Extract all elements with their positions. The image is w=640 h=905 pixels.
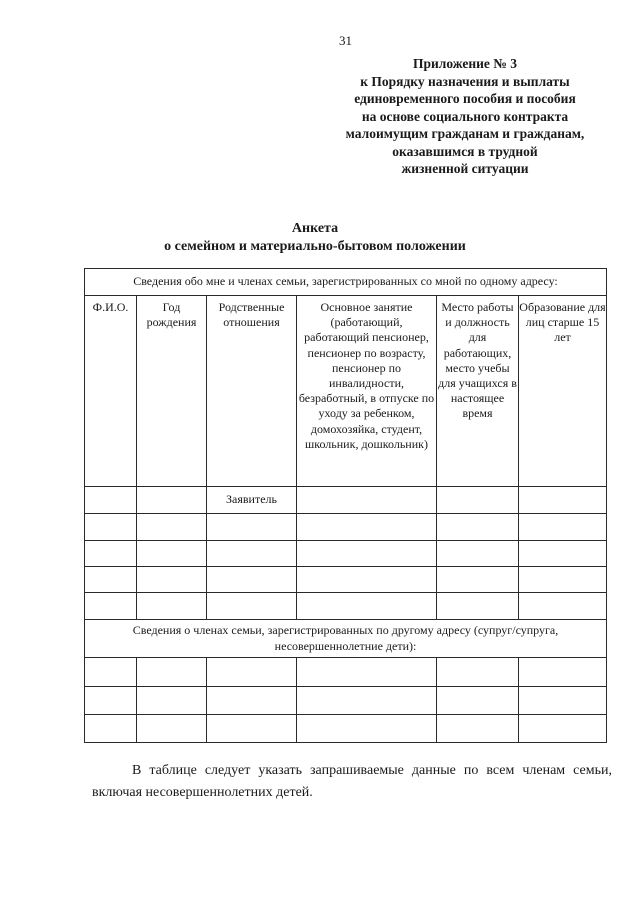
table-cell[interactable] — [137, 514, 207, 541]
table-cell[interactable] — [297, 593, 437, 620]
table-cell[interactable] — [85, 658, 137, 687]
table-cell[interactable] — [437, 541, 519, 567]
table-cell[interactable] — [297, 487, 437, 514]
table-cell[interactable] — [85, 541, 137, 567]
table-cell[interactable] — [519, 487, 607, 514]
section1-caption: Сведения обо мне и членах семьи, зарегистрированных со мной по одному адресу: — [85, 269, 607, 296]
table-cell[interactable] — [437, 658, 519, 687]
table-cell[interactable] — [137, 593, 207, 620]
form-title — [150, 220, 480, 256]
table-cell[interactable] — [437, 567, 519, 593]
table-cell[interactable] — [297, 567, 437, 593]
table-cell[interactable] — [297, 687, 437, 715]
table-cell[interactable] — [437, 715, 519, 743]
table-cell[interactable] — [297, 715, 437, 743]
table-cell[interactable] — [85, 487, 137, 514]
appendix-header — [320, 55, 610, 178]
appendix-line: оказавшимся в трудной — [392, 143, 538, 159]
table-cell[interactable] — [137, 715, 207, 743]
appendix-line: единовременного пособия и пособия — [354, 91, 576, 106]
column-header-name: Ф.И.О. — [85, 296, 137, 487]
family-info-table — [84, 268, 607, 743]
table-cell[interactable] — [519, 715, 607, 743]
instruction-text: В таблице следует указать запрашиваемые данные по всем членам семьи, включая несовершеннолетних детей. — [92, 763, 612, 800]
appendix-line: к Порядку назначения и выплаты — [360, 73, 570, 89]
table-cell[interactable] — [137, 658, 207, 687]
table-cell[interactable] — [85, 715, 137, 743]
form-title-line1: Анкета — [291, 221, 339, 236]
table-cell[interactable] — [437, 514, 519, 541]
table-cell[interactable] — [519, 541, 607, 567]
form-title-line2: о семейном и материально-бытовом положении — [164, 239, 466, 254]
table-cell[interactable] — [519, 658, 607, 687]
table-cell[interactable] — [207, 541, 297, 567]
table-cell[interactable] — [297, 541, 437, 567]
table-cell[interactable] — [137, 567, 207, 593]
table-cell[interactable] — [207, 514, 297, 541]
table-cell[interactable] — [437, 487, 519, 514]
appendix-line: малоимущим гражданам и гражданам, — [345, 126, 585, 141]
table-cell[interactable] — [207, 567, 297, 593]
table-cell[interactable] — [519, 567, 607, 593]
table-cell[interactable] — [519, 514, 607, 541]
table-cell[interactable] — [437, 593, 519, 620]
table-cell[interactable] — [137, 687, 207, 715]
table-cell[interactable] — [137, 541, 207, 567]
appendix-line: жизненной ситуации — [401, 161, 529, 176]
table-cell[interactable] — [437, 687, 519, 715]
column-header-workplace: Место работы и должность для работающих, место учебы для учащихся в настоящее время — [437, 296, 519, 487]
appendix-line: на основе социального контракта — [361, 108, 569, 124]
table-cell[interactable] — [85, 687, 137, 715]
table-cell[interactable] — [519, 593, 607, 620]
table-cell[interactable] — [85, 593, 137, 620]
column-header-relationship: Родственные отношения — [207, 296, 297, 487]
table-cell[interactable] — [85, 514, 137, 541]
column-header-education: Образование для лиц старше 15 лет — [519, 296, 607, 487]
table-cell[interactable] — [297, 514, 437, 541]
table-cell[interactable] — [297, 658, 437, 687]
column-header-birth-year: Год рождения — [137, 296, 207, 487]
table-cell[interactable] — [519, 687, 607, 715]
page-number: 31 — [339, 33, 352, 48]
table-cell[interactable] — [207, 687, 297, 715]
applicant-label: Заявитель — [207, 487, 297, 514]
table-cell[interactable] — [85, 567, 137, 593]
table-cell[interactable] — [137, 487, 207, 514]
instruction-note — [92, 760, 612, 804]
column-header-occupation: Основное занятие (работающий, работающий пенсионер, пенсионер по возрасту, пенсионер по инвалидности, безработный, в отпуске по уходу за ребенком, домохозяйка, студент, школьник, дошкольник) — [297, 296, 437, 487]
table-cell[interactable] — [207, 715, 297, 743]
appendix-line: Приложение № 3 — [413, 56, 517, 71]
table-cell[interactable] — [207, 593, 297, 620]
table-cell[interactable] — [207, 658, 297, 687]
section2-caption: Сведения о членах семьи, зарегистрированных по другому адресу (супруг/супруга, несовершеннолетние дети): — [85, 620, 607, 658]
